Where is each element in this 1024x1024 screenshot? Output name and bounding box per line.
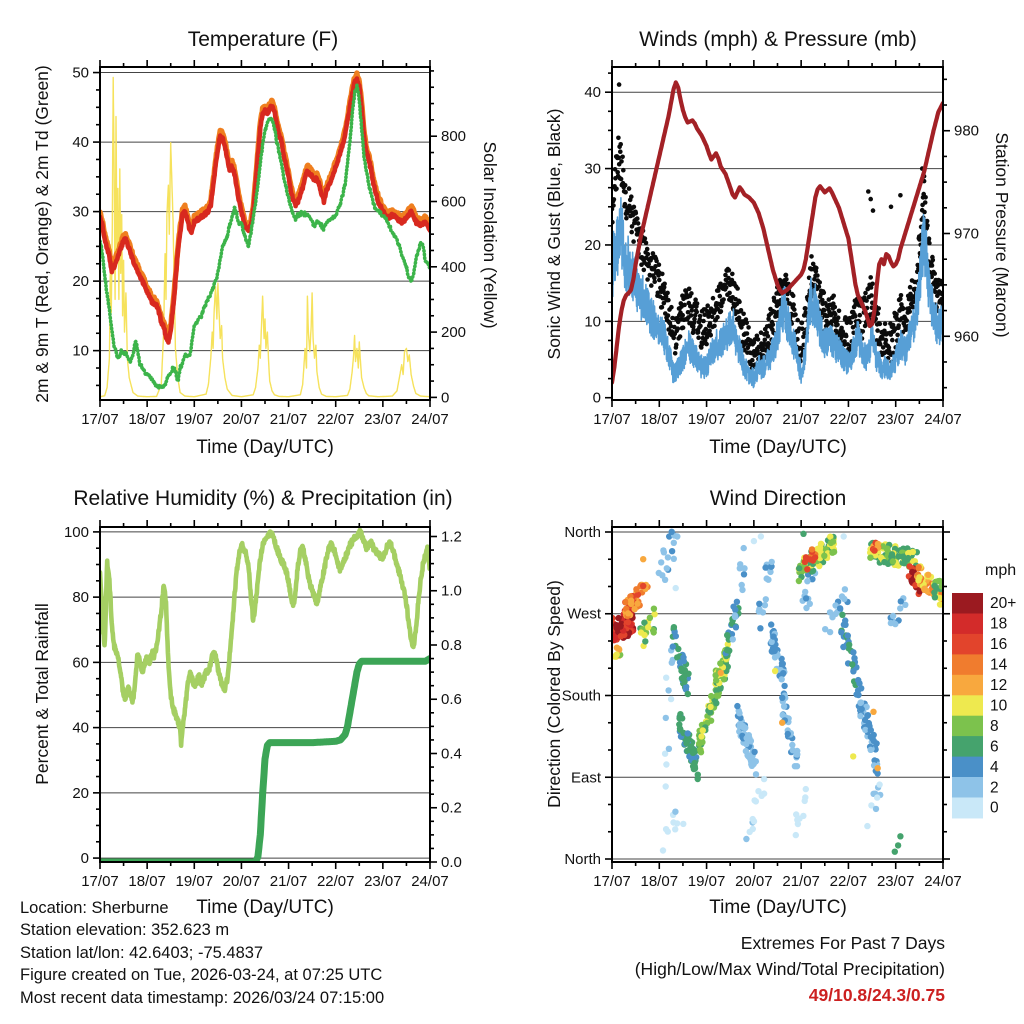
svg-text:0.2: 0.2	[441, 799, 462, 817]
svg-text:20/07: 20/07	[222, 873, 261, 890]
winds-plot	[584, 60, 979, 428]
station-info-block	[20, 897, 384, 1009]
extremes-block	[635, 930, 945, 1008]
svg-text:East: East	[570, 769, 601, 787]
wind_direction-plot	[562, 520, 962, 890]
svg-text:400: 400	[441, 258, 467, 276]
station-latlon: Station lat/lon: 42.6403; -75.4837	[20, 943, 264, 962]
svg-text:20: 20	[72, 273, 89, 291]
svg-text:22/07: 22/07	[829, 411, 868, 428]
svg-text:1.2: 1.2	[441, 528, 462, 546]
svg-text:17/07: 17/07	[81, 873, 119, 890]
figure-created-timestamp: Figure created on Tue, 2026-03-24, at 07:25 UTC	[20, 966, 383, 985]
svg-text:19/07: 19/07	[687, 411, 726, 428]
speed-colorbar	[952, 593, 1016, 818]
svg-text:24/07: 24/07	[924, 873, 962, 890]
humidity-plot	[64, 520, 462, 890]
svg-text:20+: 20+	[990, 595, 1017, 613]
svg-text:100: 100	[63, 523, 89, 541]
xlabel-humidity: Time (Day/UTC)	[196, 897, 334, 918]
svg-text:23/07: 23/07	[876, 873, 915, 890]
extremes-title: Extremes For Past 7 Days	[740, 933, 945, 953]
ylabel-winds-right: Station Pressure (Maroon)	[992, 132, 1012, 338]
svg-text:23/07: 23/07	[364, 873, 402, 890]
svg-text:14: 14	[990, 656, 1008, 674]
svg-text:60: 60	[72, 654, 89, 672]
xlabel-winds: Time (Day/UTC)	[709, 437, 847, 458]
svg-text:19/07: 19/07	[687, 873, 726, 890]
svg-text:4: 4	[990, 758, 999, 776]
svg-text:21/07: 21/07	[269, 873, 308, 890]
svg-text:17/07: 17/07	[81, 411, 119, 428]
colorbar-title: mph	[985, 562, 1017, 579]
svg-text:North: North	[564, 851, 601, 869]
svg-text:17/07: 17/07	[593, 873, 631, 890]
svg-text:50: 50	[72, 64, 89, 82]
svg-text:1.0: 1.0	[441, 582, 462, 600]
svg-text:20/07: 20/07	[735, 873, 773, 890]
svg-text:980: 980	[954, 122, 980, 140]
svg-text:18/07: 18/07	[128, 411, 166, 428]
svg-text:0.0: 0.0	[441, 854, 462, 871]
most-recent-data-timestamp: Most recent data timestamp: 2026/03/24 07:15:00	[20, 988, 385, 1007]
svg-text:West: West	[567, 605, 601, 623]
svg-text:0: 0	[80, 850, 89, 868]
svg-text:South: South	[561, 687, 601, 705]
svg-text:80: 80	[72, 589, 89, 607]
svg-text:0.4: 0.4	[441, 745, 462, 763]
svg-text:0.6: 0.6	[441, 691, 462, 709]
svg-text:960: 960	[954, 328, 980, 346]
xlabel-wind-direction: Time (Day/UTC)	[709, 897, 847, 918]
svg-text:40: 40	[72, 719, 89, 737]
svg-text:2: 2	[990, 779, 999, 797]
svg-text:19/07: 19/07	[175, 411, 214, 428]
svg-text:0: 0	[592, 389, 601, 407]
svg-text:21/07: 21/07	[782, 411, 820, 428]
svg-text:12: 12	[990, 677, 1008, 694]
svg-text:200: 200	[441, 324, 467, 342]
svg-text:30: 30	[584, 160, 601, 178]
svg-text:16: 16	[990, 636, 1008, 654]
svg-text:0.8: 0.8	[441, 636, 462, 654]
svg-text:10: 10	[990, 697, 1008, 715]
svg-text:6: 6	[990, 738, 999, 756]
svg-text:22/07: 22/07	[316, 411, 355, 428]
svg-text:20: 20	[584, 236, 601, 254]
ylabel-humidity-left: Percent & Total Rainfall	[32, 603, 52, 785]
ylabel-wind-direction-left: Direction (Colored By Speed)	[544, 580, 564, 808]
extremes-subtitle: (High/Low/Max Wind/Total Precipitation)	[634, 959, 945, 979]
svg-text:20: 20	[72, 784, 89, 802]
svg-text:23/07: 23/07	[364, 411, 402, 428]
ylabel-temperature-left: 2m & 9m T (Red, Orange) & 2m Td (Green)	[32, 65, 52, 403]
svg-text:18/07: 18/07	[128, 873, 166, 890]
svg-text:0: 0	[441, 389, 450, 407]
svg-text:North: North	[564, 523, 601, 541]
panel-title-winds: Winds (mph) & Pressure (mb)	[639, 28, 917, 51]
svg-text:40: 40	[584, 84, 601, 102]
svg-text:40: 40	[72, 134, 89, 152]
svg-text:18/07: 18/07	[640, 873, 679, 890]
svg-text:10: 10	[72, 342, 89, 360]
svg-text:600: 600	[441, 193, 467, 211]
svg-text:800: 800	[441, 128, 467, 146]
svg-text:21/07: 21/07	[269, 411, 308, 428]
svg-text:20/07: 20/07	[222, 411, 261, 428]
svg-text:970: 970	[954, 225, 980, 243]
panel-title-humidity: Relative Humidity (%) & Precipitation (in)	[73, 487, 453, 510]
svg-text:30: 30	[72, 203, 89, 221]
extremes-values: 49/10.8/24.3/0.75	[808, 985, 945, 1005]
svg-text:21/07: 21/07	[782, 873, 820, 890]
svg-text:0: 0	[990, 799, 999, 817]
panel-title-temperature: Temperature (F)	[187, 28, 339, 51]
svg-text:10: 10	[584, 313, 601, 331]
svg-text:22/07: 22/07	[829, 873, 868, 890]
svg-text:24/07: 24/07	[411, 873, 449, 890]
temperature-plot	[72, 60, 466, 428]
xlabel-temperature: Time (Day/UTC)	[196, 437, 334, 458]
svg-text:24/07: 24/07	[411, 411, 449, 428]
svg-text:20/07: 20/07	[735, 411, 773, 428]
panel-title-wind-direction: Wind Direction	[709, 487, 847, 510]
ylabel-temperature-right: Solar Insolation (Yellow)	[480, 141, 500, 329]
svg-text:22/07: 22/07	[316, 873, 355, 890]
svg-text:23/07: 23/07	[876, 411, 915, 428]
svg-text:18: 18	[990, 615, 1008, 633]
svg-text:17/07: 17/07	[593, 411, 631, 428]
svg-text:8: 8	[990, 717, 999, 735]
svg-text:18/07: 18/07	[640, 411, 679, 428]
ylabel-winds-left: Sonic Wind & Gust (Blue, Black)	[544, 108, 564, 360]
svg-text:19/07: 19/07	[175, 873, 214, 890]
station-location: Location: Sherburne	[20, 899, 169, 917]
station-elevation: Station elevation: 352.623 m	[20, 921, 230, 940]
svg-text:24/07: 24/07	[924, 411, 962, 428]
